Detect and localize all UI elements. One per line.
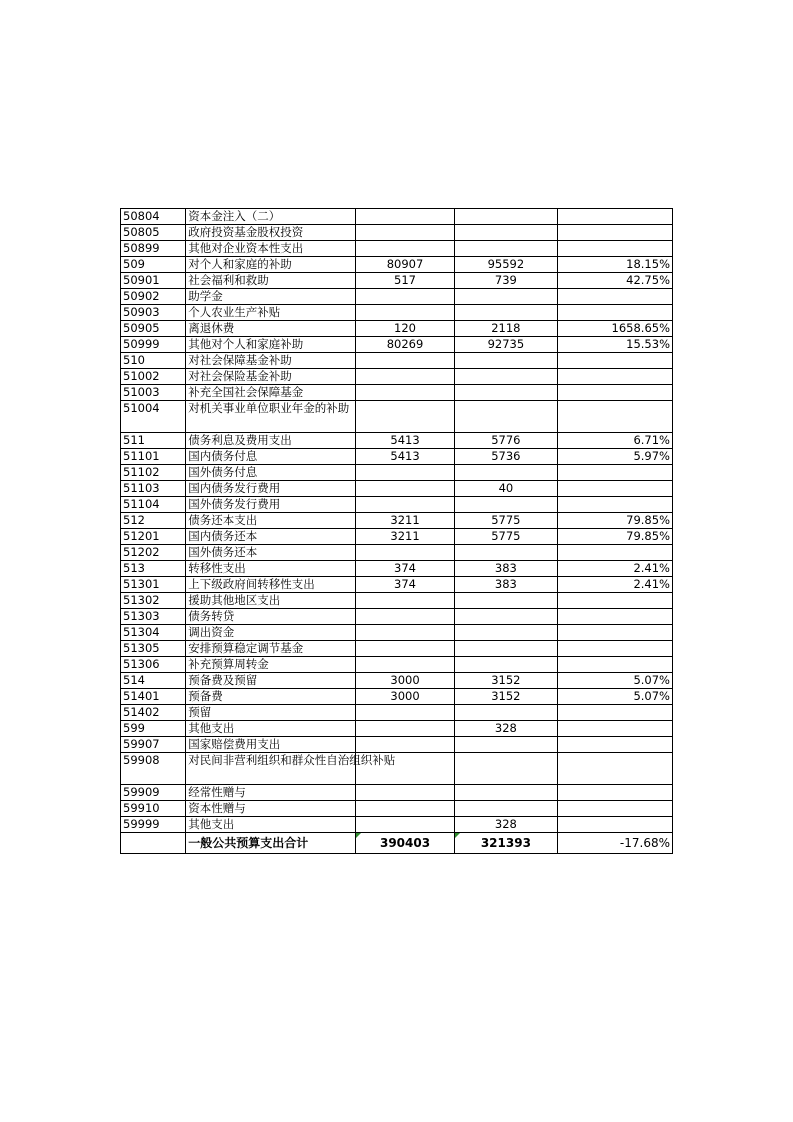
budget-amount-cell xyxy=(455,241,557,257)
table-row xyxy=(121,321,673,337)
growth-rate-cell xyxy=(557,225,672,241)
subject-name-cell: 预备费 xyxy=(186,689,356,705)
subject-code-cell: 51103 xyxy=(121,481,186,497)
table-row xyxy=(121,529,673,545)
growth-rate-cell xyxy=(557,385,672,401)
subject-code-cell: 59907 xyxy=(121,737,186,753)
growth-rate-cell: 2.41% xyxy=(557,561,672,577)
previous-amount-cell xyxy=(355,785,454,801)
growth-rate-cell xyxy=(557,497,672,513)
growth-rate-cell: 15.53% xyxy=(557,337,672,353)
subject-name-cell: 其他支出 xyxy=(186,817,356,833)
subject-code-cell: 50805 xyxy=(121,225,186,241)
table-row xyxy=(121,465,673,481)
total-label: 一般公共预算支出合计 xyxy=(186,833,356,854)
previous-amount-cell: 3000 xyxy=(355,673,454,689)
table-row xyxy=(121,369,673,385)
subject-code-cell: 51101 xyxy=(121,449,186,465)
table-row xyxy=(121,705,673,721)
previous-amount-cell xyxy=(355,545,454,561)
growth-rate-cell xyxy=(557,705,672,721)
previous-amount-cell xyxy=(355,593,454,609)
subject-code-cell: 59999 xyxy=(121,817,186,833)
table-row xyxy=(121,577,673,593)
table-row xyxy=(121,257,673,273)
growth-rate-cell: 2.41% xyxy=(557,577,672,593)
table-row xyxy=(121,385,673,401)
growth-rate-cell xyxy=(557,817,672,833)
total-row xyxy=(121,833,673,854)
previous-amount-cell xyxy=(355,353,454,369)
budget-amount-cell xyxy=(455,609,557,625)
table-row xyxy=(121,737,673,753)
growth-rate-cell xyxy=(557,289,672,305)
subject-code-cell: 50899 xyxy=(121,241,186,257)
subject-name-cell: 资本金注入（二） xyxy=(186,209,356,225)
growth-rate-cell xyxy=(557,545,672,561)
growth-rate-cell xyxy=(557,241,672,257)
previous-amount-cell xyxy=(355,625,454,641)
previous-amount-cell xyxy=(355,481,454,497)
subject-code-cell: 50804 xyxy=(121,209,186,225)
previous-amount-cell xyxy=(355,385,454,401)
subject-code-cell: 59910 xyxy=(121,801,186,817)
budget-amount-cell xyxy=(455,705,557,721)
subject-name-cell: 国外债务还本 xyxy=(186,545,356,561)
growth-rate-cell xyxy=(557,209,672,225)
table-row xyxy=(121,289,673,305)
subject-name-cell: 经常性赠与 xyxy=(186,785,356,801)
budget-amount-cell: 95592 xyxy=(455,257,557,273)
table-row xyxy=(121,353,673,369)
growth-rate-cell: 42.75% xyxy=(557,273,672,289)
growth-rate-cell xyxy=(557,625,672,641)
subject-name-cell: 助学金 xyxy=(186,289,356,305)
budget-amount-cell xyxy=(455,401,557,433)
previous-amount-cell: 80907 xyxy=(355,257,454,273)
subject-name-cell: 个人农业生产补贴 xyxy=(186,305,356,321)
budget-amount-cell xyxy=(455,545,557,561)
total-code-cell xyxy=(121,833,186,854)
subject-code-cell: 50999 xyxy=(121,337,186,353)
previous-amount-cell xyxy=(355,209,454,225)
table-row xyxy=(121,609,673,625)
table-row xyxy=(121,673,673,689)
growth-rate-cell xyxy=(557,785,672,801)
budget-amount-cell: 92735 xyxy=(455,337,557,353)
subject-code-cell: 50902 xyxy=(121,289,186,305)
table-row xyxy=(121,721,673,737)
subject-code-cell: 51304 xyxy=(121,625,186,641)
table-row xyxy=(121,481,673,497)
subject-name-cell: 政府投资基金股权投资 xyxy=(186,225,356,241)
previous-amount-cell xyxy=(355,705,454,721)
table-row xyxy=(121,625,673,641)
previous-amount-cell xyxy=(355,305,454,321)
budget-amount-cell: 383 xyxy=(455,577,557,593)
budget-amount-cell xyxy=(455,753,557,785)
budget-amount-cell xyxy=(455,625,557,641)
total-budget-amount: 321393 xyxy=(455,833,557,854)
previous-amount-cell xyxy=(355,657,454,673)
subject-code-cell: 50901 xyxy=(121,273,186,289)
budget-amount-cell: 383 xyxy=(455,561,557,577)
subject-code-cell: 511 xyxy=(121,433,186,449)
table-row xyxy=(121,273,673,289)
subject-code-cell: 513 xyxy=(121,561,186,577)
budget-amount-cell: 3152 xyxy=(455,689,557,705)
subject-name-cell: 国家赔偿费用支出 xyxy=(186,737,356,753)
subject-name-cell: 对民间非营利组织和群众性自治组织补贴 xyxy=(186,753,356,785)
subject-code-cell: 59908 xyxy=(121,753,186,785)
budget-amount-cell: 2118 xyxy=(455,321,557,337)
subject-name-cell: 国外债务发行费用 xyxy=(186,497,356,513)
table-row xyxy=(121,545,673,561)
previous-amount-cell xyxy=(355,241,454,257)
subject-name-cell: 债务转贷 xyxy=(186,609,356,625)
budget-amount-cell: 40 xyxy=(455,481,557,497)
previous-amount-cell: 3000 xyxy=(355,689,454,705)
previous-amount-cell: 374 xyxy=(355,577,454,593)
previous-amount-cell xyxy=(355,721,454,737)
growth-rate-cell xyxy=(557,593,672,609)
total-previous-amount: 390403 xyxy=(355,833,454,854)
budget-amount-cell xyxy=(455,657,557,673)
subject-code-cell: 51102 xyxy=(121,465,186,481)
previous-amount-cell: 517 xyxy=(355,273,454,289)
subject-code-cell: 51305 xyxy=(121,641,186,657)
table-row xyxy=(121,337,673,353)
previous-amount-cell: 5413 xyxy=(355,449,454,465)
budget-amount-cell xyxy=(455,801,557,817)
subject-name-cell: 债务还本支出 xyxy=(186,513,356,529)
subject-name-cell: 国内债务发行费用 xyxy=(186,481,356,497)
table-row xyxy=(121,305,673,321)
budget-amount-cell: 5736 xyxy=(455,449,557,465)
budget-amount-cell xyxy=(455,593,557,609)
subject-code-cell: 51004 xyxy=(121,401,186,433)
table-row xyxy=(121,689,673,705)
growth-rate-cell: 5.97% xyxy=(557,449,672,465)
subject-name-cell: 其他对企业资本性支出 xyxy=(186,241,356,257)
budget-amount-cell: 5775 xyxy=(455,529,557,545)
subject-name-cell: 国外债务付息 xyxy=(186,465,356,481)
budget-amount-cell: 3152 xyxy=(455,673,557,689)
previous-amount-cell xyxy=(355,609,454,625)
growth-rate-cell: 18.15% xyxy=(557,257,672,273)
budget-amount-cell xyxy=(455,385,557,401)
subject-name-cell: 其他支出 xyxy=(186,721,356,737)
subject-name-cell: 预留 xyxy=(186,705,356,721)
subject-name-cell: 资本性赠与 xyxy=(186,801,356,817)
subject-name-cell: 援助其他地区支出 xyxy=(186,593,356,609)
budget-amount-cell xyxy=(455,785,557,801)
subject-code-cell: 51002 xyxy=(121,369,186,385)
budget-amount-cell xyxy=(455,465,557,481)
table-row xyxy=(121,497,673,513)
table-row xyxy=(121,513,673,529)
previous-amount-cell xyxy=(355,289,454,305)
previous-amount-cell xyxy=(355,497,454,513)
previous-amount-cell xyxy=(355,817,454,833)
growth-rate-cell xyxy=(557,737,672,753)
table-row xyxy=(121,433,673,449)
subject-name-cell: 国内债务还本 xyxy=(186,529,356,545)
subject-name-cell: 离退休费 xyxy=(186,321,356,337)
previous-amount-cell xyxy=(355,737,454,753)
subject-code-cell: 51202 xyxy=(121,545,186,561)
subject-code-cell: 599 xyxy=(121,721,186,737)
budget-amount-cell xyxy=(455,225,557,241)
table-row xyxy=(121,241,673,257)
growth-rate-cell xyxy=(557,641,672,657)
subject-name-cell: 转移性支出 xyxy=(186,561,356,577)
table-row xyxy=(121,401,673,433)
subject-name-cell: 补充全国社会保障基金 xyxy=(186,385,356,401)
subject-code-cell: 59909 xyxy=(121,785,186,801)
growth-rate-cell: 5.07% xyxy=(557,673,672,689)
growth-rate-cell: 6.71% xyxy=(557,433,672,449)
budget-amount-cell: 739 xyxy=(455,273,557,289)
subject-code-cell: 509 xyxy=(121,257,186,273)
budget-amount-cell xyxy=(455,209,557,225)
budget-amount-cell xyxy=(455,641,557,657)
subject-code-cell: 51104 xyxy=(121,497,186,513)
subject-code-cell: 51303 xyxy=(121,609,186,625)
subject-name-cell: 国内债务付息 xyxy=(186,449,356,465)
subject-name-cell: 补充预算周转金 xyxy=(186,657,356,673)
table-row xyxy=(121,641,673,657)
growth-rate-cell xyxy=(557,305,672,321)
subject-name-cell: 对个人和家庭的补助 xyxy=(186,257,356,273)
growth-rate-cell xyxy=(557,721,672,737)
table-row xyxy=(121,561,673,577)
growth-rate-cell xyxy=(557,801,672,817)
growth-rate-cell xyxy=(557,401,672,433)
growth-rate-cell xyxy=(557,465,672,481)
previous-amount-cell: 3211 xyxy=(355,513,454,529)
subject-code-cell: 51201 xyxy=(121,529,186,545)
subject-name-cell: 安排预算稳定调节基金 xyxy=(186,641,356,657)
previous-amount-cell: 120 xyxy=(355,321,454,337)
table-row xyxy=(121,209,673,225)
subject-name-cell: 对机关事业单位职业年金的补助 xyxy=(186,401,356,433)
budget-expenditure-table xyxy=(120,208,673,854)
budget-amount-cell xyxy=(455,497,557,513)
subject-name-cell: 调出资金 xyxy=(186,625,356,641)
subject-name-cell: 债务利息及费用支出 xyxy=(186,433,356,449)
previous-amount-cell xyxy=(355,465,454,481)
table-row xyxy=(121,817,673,833)
subject-name-cell: 上下级政府间转移性支出 xyxy=(186,577,356,593)
budget-amount-cell: 328 xyxy=(455,721,557,737)
previous-amount-cell: 5413 xyxy=(355,433,454,449)
budget-amount-cell xyxy=(455,289,557,305)
growth-rate-cell xyxy=(557,753,672,785)
budget-amount-cell: 328 xyxy=(455,817,557,833)
growth-rate-cell: 79.85% xyxy=(557,529,672,545)
growth-rate-cell: 5.07% xyxy=(557,689,672,705)
table-row xyxy=(121,753,673,785)
subject-code-cell: 51003 xyxy=(121,385,186,401)
growth-rate-cell: 1658.65% xyxy=(557,321,672,337)
table-row xyxy=(121,801,673,817)
previous-amount-cell: 3211 xyxy=(355,529,454,545)
subject-code-cell: 510 xyxy=(121,353,186,369)
table-body xyxy=(121,209,673,854)
budget-amount-cell xyxy=(455,305,557,321)
previous-amount-cell: 80269 xyxy=(355,337,454,353)
subject-code-cell: 51302 xyxy=(121,593,186,609)
growth-rate-cell xyxy=(557,353,672,369)
growth-rate-cell xyxy=(557,369,672,385)
previous-amount-cell xyxy=(355,641,454,657)
previous-amount-cell xyxy=(355,225,454,241)
growth-rate-cell xyxy=(557,609,672,625)
subject-code-cell: 50903 xyxy=(121,305,186,321)
subject-name-cell: 对社会保险基金补助 xyxy=(186,369,356,385)
budget-amount-cell xyxy=(455,353,557,369)
total-growth-rate: -17.68% xyxy=(557,833,672,854)
table-row xyxy=(121,657,673,673)
subject-code-cell: 51402 xyxy=(121,705,186,721)
subject-name-cell: 其他对个人和家庭补助 xyxy=(186,337,356,353)
subject-code-cell: 512 xyxy=(121,513,186,529)
budget-amount-cell xyxy=(455,737,557,753)
growth-rate-cell: 79.85% xyxy=(557,513,672,529)
budget-amount-cell: 5775 xyxy=(455,513,557,529)
growth-rate-cell xyxy=(557,481,672,497)
table-row xyxy=(121,785,673,801)
table-row xyxy=(121,449,673,465)
previous-amount-cell: 374 xyxy=(355,561,454,577)
previous-amount-cell xyxy=(355,401,454,433)
growth-rate-cell xyxy=(557,657,672,673)
subject-code-cell: 51301 xyxy=(121,577,186,593)
budget-amount-cell xyxy=(455,369,557,385)
subject-name-cell: 预备费及预留 xyxy=(186,673,356,689)
subject-name-cell: 社会福利和救助 xyxy=(186,273,356,289)
previous-amount-cell xyxy=(355,369,454,385)
budget-amount-cell: 5776 xyxy=(455,433,557,449)
subject-code-cell: 50905 xyxy=(121,321,186,337)
table-row xyxy=(121,593,673,609)
previous-amount-cell xyxy=(355,801,454,817)
subject-code-cell: 51306 xyxy=(121,657,186,673)
subject-name-cell: 对社会保障基金补助 xyxy=(186,353,356,369)
subject-code-cell: 51401 xyxy=(121,689,186,705)
table-row xyxy=(121,225,673,241)
subject-code-cell: 514 xyxy=(121,673,186,689)
